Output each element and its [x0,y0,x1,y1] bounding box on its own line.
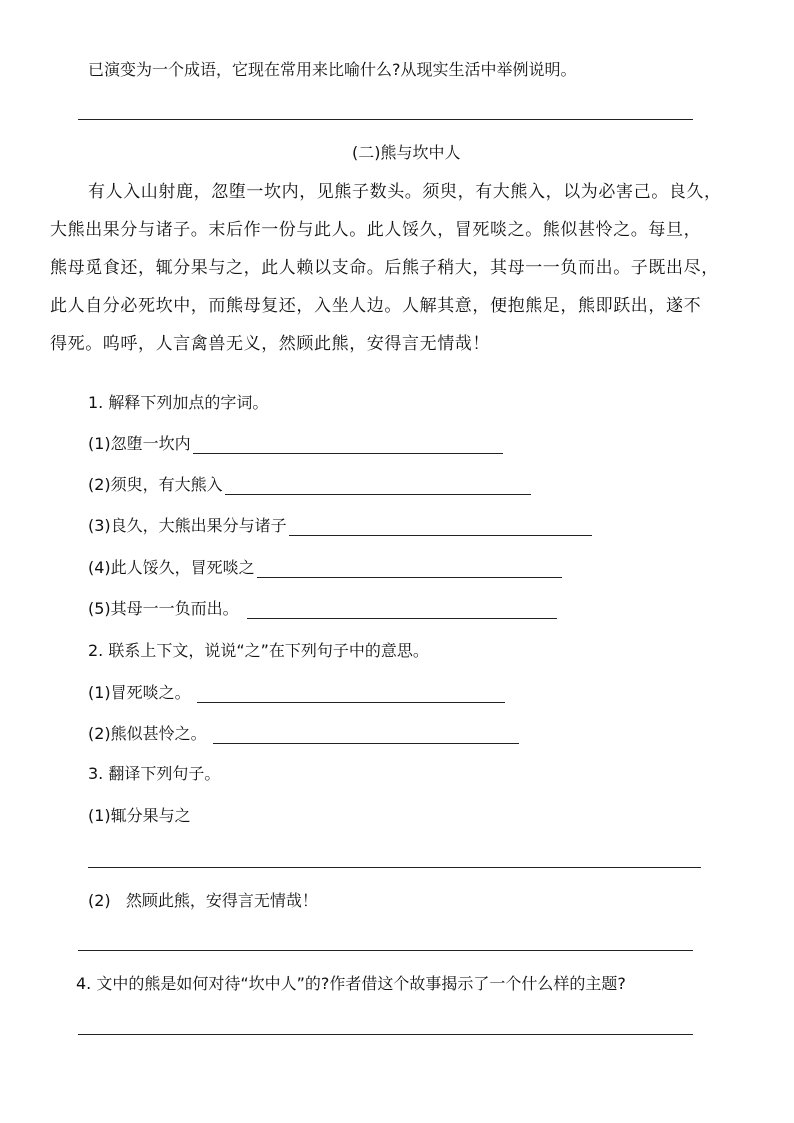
section-title: (二)熊与坎中人 [352,143,461,162]
passage-line-2: 大熊出果分与诸子。末后作一份与此人。此人馁久，冒死啖之。熊似甚怜之。每旦， [50,220,702,240]
question-1-prompt: 1. 解释下列加点的字词。 [88,393,269,412]
previous-question-text: 已演变为一个成语，它现在常用来比喻什么?从现实生活中举例说明。 [88,60,577,79]
passage-line-5: 得死。呜呼，人言禽兽无义，然顾此熊，安得言无情哉！ [50,334,490,354]
passage-line-1: 有人入山射鹿，忽堕一坎内，见熊子数头。须臾，有大熊入，以为必害己。良久， [88,182,722,202]
question-3-item-2: (2) 然顾此熊，安得言无情哉！ [88,891,318,910]
question-1-item-4 [88,558,562,578]
question-2-item-2 [88,724,519,744]
answer-line[interactable] [78,1034,693,1035]
item-text: (1)忽堕一坎内 [88,434,191,453]
answer-blank[interactable] [289,519,592,536]
passage-line-3: 熊母觅食还，辄分果与之，此人赖以支命。后熊子稍大，其母一一负而出。子既出尽， [50,258,719,278]
answer-blank[interactable] [257,561,562,578]
answer-line[interactable] [88,867,701,868]
question-1-item-1 [88,434,503,454]
item-text: (1)冒死啖之。 [88,683,191,702]
item-text: (4)此人馁久，冒死啖之 [88,558,255,577]
answer-blank[interactable] [213,727,519,744]
answer-line[interactable] [78,950,693,951]
question-3-prompt: 3. 翻译下列句子。 [88,764,221,783]
answer-blank[interactable] [225,478,531,495]
item-text: (5)其母一一负而出。 [88,599,239,618]
answer-blank[interactable] [193,437,503,454]
passage-line-4: 此人自分必死坎中，而熊母复还，入坐人边。人解其意，便抱熊足，熊即跃出，遂不 [50,296,702,316]
answer-blank[interactable] [247,602,557,619]
question-1-item-5 [88,599,557,619]
question-3-item-1: (1)辄分果与之 [88,806,191,825]
question-2-prompt: 2. 联系上下文，说说“之”在下列句子中的意思。 [88,641,429,660]
answer-line[interactable] [78,119,693,120]
question-1-item-2 [88,475,531,495]
question-1-item-3 [88,516,592,536]
item-text: (2)须臾，有大熊入 [88,475,223,494]
item-text: (3)良久，大熊出果分与诸子 [88,516,287,535]
answer-blank[interactable] [197,686,505,703]
item-text: (2)熊似甚怜之。 [88,724,207,743]
question-4-prompt: 4. 文中的熊是如何对待“坎中人”的?作者借这个故事揭示了一个什么样的主题? [76,974,626,993]
question-2-item-1 [88,683,505,703]
